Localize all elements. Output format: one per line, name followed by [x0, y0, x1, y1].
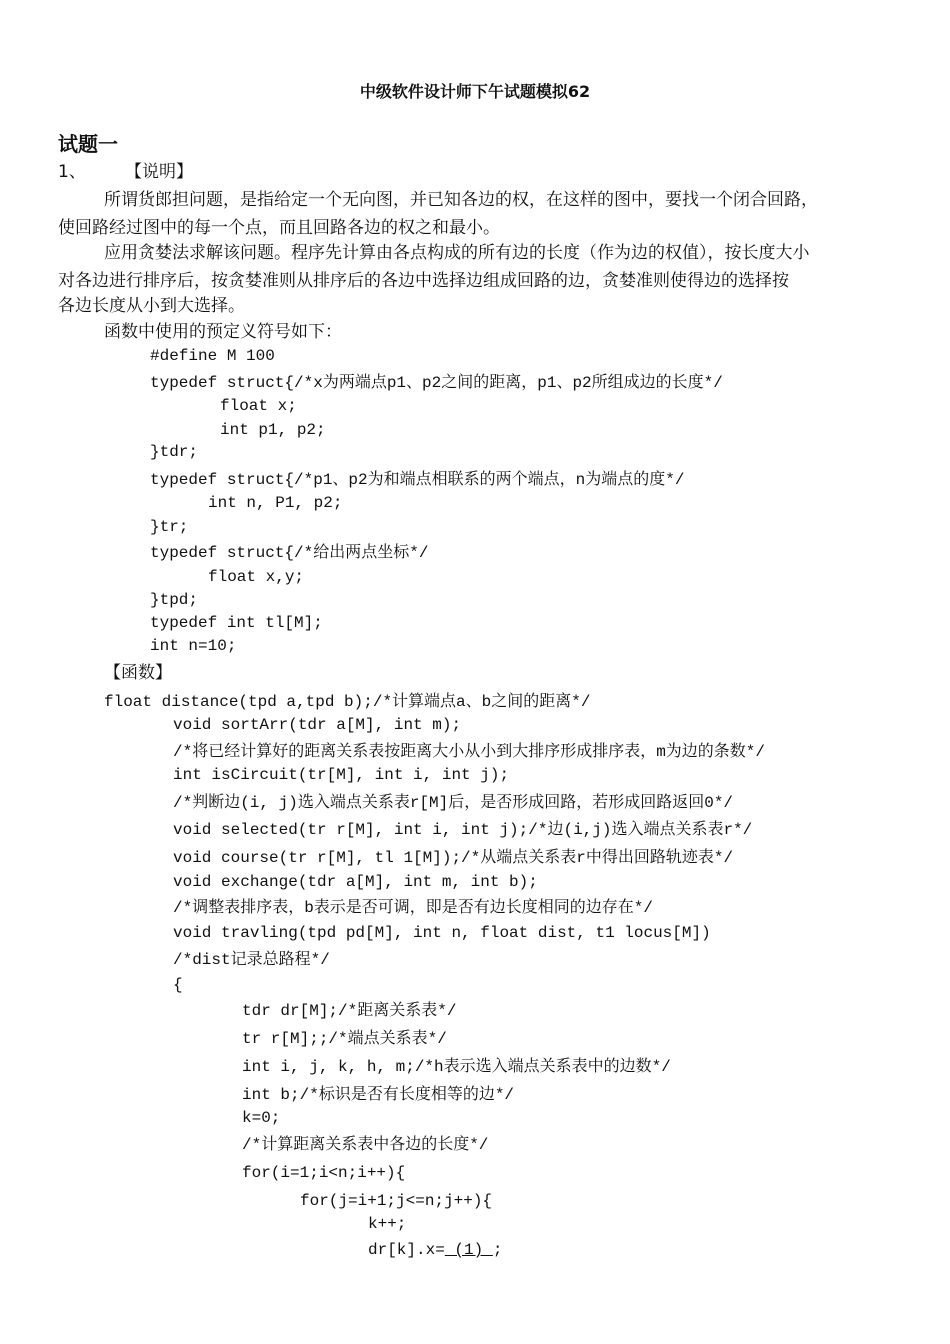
document-title: 中级软件设计师下午试题模拟62 — [359, 82, 591, 101]
code-line: float x,y; — [208, 568, 305, 586]
code-line: int i, j, k, h, m;/*h表示选入端点关系表中的边数*/ — [242, 1058, 671, 1076]
code-line: }tdr; — [150, 443, 199, 461]
code-line: void sortArr(tdr a[M], int m); — [173, 716, 462, 734]
code-line: int p1, p2; — [220, 421, 326, 439]
code-line: /*dist记录总路程*/ — [173, 951, 330, 969]
code-line: { — [173, 976, 183, 994]
code-line: void exchange(tdr a[M], int m, int b); — [173, 873, 538, 891]
code-line: int n=10; — [150, 637, 237, 655]
code-line: void travling(tpd pd[M], int n, float dist, t1 locus[M]) — [173, 924, 711, 942]
section-description-label: 【说明】 — [125, 162, 193, 182]
code-line: for(i=1;i<n;i++){ — [242, 1164, 406, 1182]
code-line-with-blank — [368, 1239, 502, 1261]
code-line: /*计算距离关系表中各边的长度*/ — [242, 1136, 489, 1154]
code-line: /*将已经计算好的距离关系表按距离大小从小到大排序形成排序表，m为边的条数*/ — [173, 743, 766, 761]
paragraph-line: 所谓货郎担问题，是指给定一个无向图，并已知各边的权，在这样的图中，要找一个闭合回路， — [104, 190, 818, 210]
code-line: typedef struct{/*给出两点坐标*/ — [150, 544, 429, 562]
code-line: k++; — [368, 1215, 407, 1233]
code-line: float x; — [220, 397, 297, 415]
code-line: #define M 100 — [150, 347, 275, 365]
paragraph-line: 使回路经过图中的每一个点，而且回路各边的权之和最小。 — [58, 218, 500, 238]
code-line: tr r[M];;/*端点关系表*/ — [242, 1030, 447, 1048]
paragraph-line: 函数中使用的预定义符号如下： — [104, 322, 342, 342]
code-line: k=0; — [242, 1109, 281, 1127]
code-line: for(j=i+1;j<=n;j++){ — [300, 1192, 493, 1210]
code-line: }tpd; — [150, 591, 199, 609]
code-line: float distance(tpd a,tpd b);/*计算端点a、b之间的距离*/ — [104, 693, 591, 711]
code-line: int isCircuit(tr[M], int i, int j); — [173, 766, 510, 784]
code-line: void selected(tr r[M], int i, int j);/*边(i,j)选入端点关系表r*/ — [173, 821, 753, 839]
section-function-label: 【函数】 — [104, 663, 172, 683]
answer-blank-1: (1) — [444, 1241, 493, 1259]
code-line: /*调整表排序表，b表示是否可调，即是否有边长度相同的边存在*/ — [173, 899, 654, 917]
question-heading: 试题一 — [58, 132, 118, 156]
code-line: int b;/*标识是否有长度相等的边*/ — [242, 1086, 515, 1104]
code-line: typedef struct{/*p1、p2为和端点相联系的两个端点，n为端点的度*/ — [150, 471, 685, 489]
paragraph-line: 对各边进行排序后，按贪婪准则从排序后的各边中选择边组成回路的边，贪婪准则使得边的选择按 — [58, 271, 789, 291]
code-text: dr[k].x= — [368, 1241, 445, 1259]
item-number: 1、 — [58, 162, 86, 182]
code-line: /*判断边(i, j)选入端点关系表r[M]后，是否形成回路，若形成回路返回0*/ — [173, 794, 734, 812]
code-line: void course(tr r[M], tl 1[M]);/*从端点关系表r中得出回路轨迹表*/ — [173, 849, 734, 867]
paragraph-line: 应用贪婪法求解该问题。程序先计算由各点构成的所有边的长度（作为边的权值），按长度大小 — [104, 243, 810, 263]
code-line: }tr; — [150, 518, 189, 536]
code-line: typedef struct{/*x为两端点p1、p2之间的距离，p1、p2所组成边的长度*/ — [150, 374, 723, 392]
code-line: typedef int tl[M]; — [150, 614, 323, 632]
code-line: tdr dr[M];/*距离关系表*/ — [242, 1002, 457, 1020]
code-text: ; — [492, 1241, 503, 1259]
code-line: int n, P1, p2; — [208, 494, 343, 512]
paragraph-line: 各边长度从小到大选择。 — [58, 296, 245, 316]
